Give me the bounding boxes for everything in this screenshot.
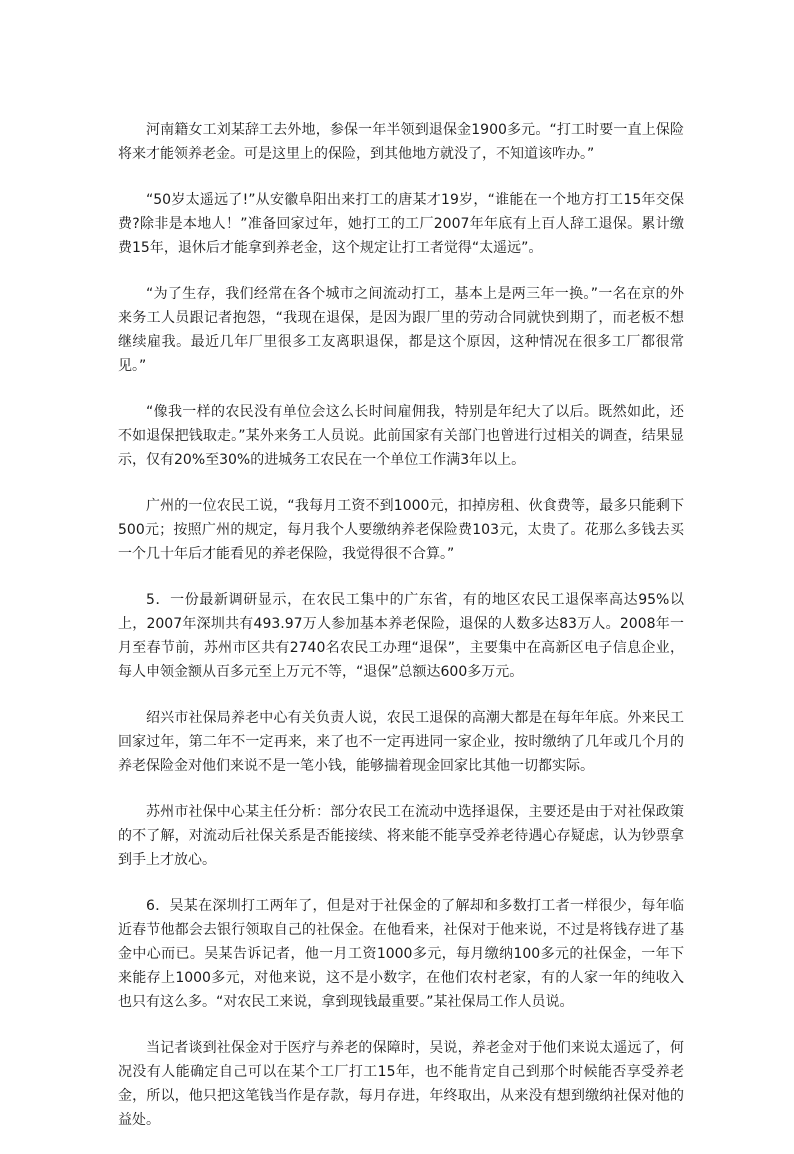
paragraph-6: 5．一份最新调研显示，在农民工集中的广东省，有的地区农民工退保率高达95%以上，2007年深圳共有493.97万人参加基本养老保险，退保的人数多达83万人。2008年一月至春节前，苏州市区共有2740名农民工办理“退保”，主要集中在高新区电子信息企业，每人申领金额从百多元至上万元不等，“退保”总额达600多万元。	[118, 592, 684, 680]
paragraph-10: 当记者谈到社保金对于医疗与养老的保障时，吴说，养老金对于他们来说太遥远了，何况没有人能确定自己可以在某个工厂打工15年，也不能肯定自己到那个时候能否享受养老金，所以，他只把这笔钱当作是存款，每月存进，年终取出，从来没有想到缴纳社保对他的益处。	[118, 1040, 684, 1128]
paragraph-1: 河南籍女工刘某辞工去外地，参保一年半领到退保金1900多元。“打工时要一直上保险将来才能领养老金。可是这里上的保险，到其他地方就没了，不知道该咋办。”	[118, 122, 684, 162]
paragraph-3: “为了生存，我们经常在各个城市之间流动打工，基本上是两三年一换。”一名在京的外来务工人员跟记者抱怨，“我现在退保，是因为跟厂里的劳动合同就快到期了，而老板不想继续雇我。最近几年厂里很多工友离职退保，都是这个原因，这种情况在很多工厂都很常见。”	[118, 286, 684, 374]
paragraph-4: “像我一样的农民没有单位会这么长时间雇佣我，特别是年纪大了以后。既然如此，还不如退保把钱取走。”某外来务工人员说。此前国家有关部门也曾进行过相关的调查，结果显示，仅有20%至30%的进城务工农民在一个单位工作满3年以上。	[118, 404, 684, 468]
document-page	[118, 118, 684, 1154]
paragraph-2: “50岁太遥远了!”从安徽阜阳出来打工的唐某才19岁，“谁能在一个地方打工15年交保费?除非是本地人！”准备回家过年，她打工的工厂2007年年底有上百人辞工退保。累计缴费15年，退休后才能拿到养老金，这个规定让打工者觉得“太遥远”。	[118, 192, 684, 256]
paragraph-5: 广州的一位农民工说，“我每月工资不到1000元，扣掉房租、伙食费等，最多只能剩下500元；按照广州的规定，每月我个人要缴纳养老保险费103元，太贵了。花那么多钱去买一个几十年后才能看见的养老保险，我觉得很不合算。”	[118, 498, 684, 562]
paragraph-8: 苏州市社保中心某主任分析：部分农民工在流动中选择退保，主要还是由于对社保政策的不了解，对流动后社保关系是否能接续、将来能不能享受养老待遇心存疑虑，认为钞票拿到手上才放心。	[118, 804, 684, 868]
paragraph-9: 6．吴某在深圳打工两年了，但是对于社保金的了解却和多数打工者一样很少，每年临近春节他都会去银行领取自己的社保金。在他看来，社保对于他来说，不过是将钱存进了基金中心而已。吴某告诉记者，他一月工资1000多元，每月缴纳100多元的社保金，一年下来能存上1000多元，对他来说，这不是小数字，在他们农村老家，有的人家一年的纯收入也只有这么多。“对农民工来说，拿到现钱最重要。”某社保局工作人员说。	[118, 898, 684, 1010]
paragraph-7: 绍兴市社保局养老中心有关负责人说，农民工退保的高潮大都是在每年年底。外来民工回家过年，第二年不一定再来，来了也不一定再进同一家企业，按时缴纳了几年或几个月的养老保险金对他们来说不是一笔小钱，能够揣着现金回家比其他一切都实际。	[118, 710, 684, 774]
